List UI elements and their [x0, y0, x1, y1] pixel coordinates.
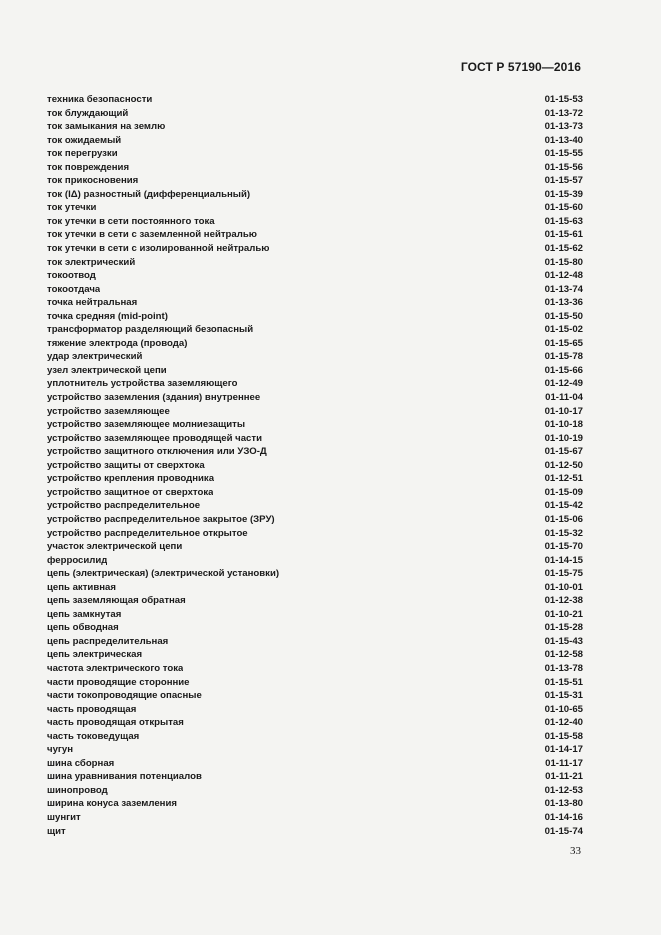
page-number: 33: [570, 845, 581, 857]
index-term: ток прикосновения: [47, 175, 139, 187]
index-entry: [47, 215, 583, 229]
index-code: 01-15-61: [544, 229, 583, 241]
index-code: 01-14-16: [544, 811, 583, 823]
index-code: 01-15-31: [544, 690, 583, 702]
index-term: части токопроводящие опасные: [47, 690, 202, 702]
index-entry: [47, 174, 583, 188]
index-code: 01-15-43: [544, 635, 583, 647]
index-entry: [47, 432, 583, 446]
index-term: частота электрического тока: [47, 662, 184, 674]
index-entry: [47, 825, 583, 839]
index-term: ток утечки в сети с заземленной нейтралью: [47, 229, 257, 241]
index-code: 01-15-51: [544, 676, 583, 688]
index-term: ферросилид: [47, 554, 108, 566]
index-entry: [47, 743, 583, 757]
index-term: трансформатор разделяющий безопасный: [47, 324, 254, 336]
index-term: ток электрический: [47, 256, 136, 268]
index-term: части проводящие сторонние: [47, 676, 190, 688]
index-term: ток ожидаемый: [47, 134, 122, 146]
index-term: шунгит: [47, 811, 81, 823]
index-entry: [47, 201, 583, 215]
index-term: часть проводящая: [47, 703, 137, 715]
index-code: 01-15-02: [544, 324, 583, 336]
index-term: устройство распределительное: [47, 500, 201, 512]
index-entry: [47, 703, 583, 717]
index-code: 01-13-72: [544, 107, 583, 119]
index-term: часть токоведущая: [47, 730, 140, 742]
index-entry: [47, 188, 583, 202]
index-entry: [47, 296, 583, 310]
index-code: 01-15-58: [544, 730, 583, 742]
index-term: тяжение электрода (провода): [47, 337, 188, 349]
index-code: 01-12-58: [544, 649, 583, 661]
index-entry: [47, 323, 583, 337]
index-entry: [47, 337, 583, 351]
index-code: 01-10-01: [544, 581, 583, 593]
index-term: ток перегрузки: [47, 148, 118, 160]
index-entry: [47, 662, 583, 676]
index-term: шина уравнивания потенциалов: [47, 771, 202, 783]
index-code: 01-13-40: [544, 134, 583, 146]
index-entry: [47, 93, 583, 107]
index-term: устройство распределительное открытое: [47, 527, 248, 539]
index-code: 01-11-04: [545, 392, 583, 404]
index-term: устройство распределительное закрытое (ЗРУ): [47, 513, 275, 525]
index-code: 01-15-57: [544, 175, 583, 187]
index-entry: [47, 513, 583, 527]
index-code: 01-15-80: [544, 256, 583, 268]
index-entry: [47, 581, 583, 595]
index-code: 01-10-65: [544, 703, 583, 715]
index-term: токоотдача: [47, 283, 101, 295]
index-term: удар электрический: [47, 351, 143, 363]
index-code: 01-15-55: [544, 148, 583, 160]
index-entry: [47, 269, 583, 283]
index-entry: [47, 350, 583, 364]
index-code: 01-15-65: [544, 337, 583, 349]
index-term: шина сборная: [47, 757, 115, 769]
index-entry: [47, 391, 583, 405]
index-code: 01-15-09: [544, 486, 583, 498]
index-term: цепь электрическая: [47, 649, 143, 661]
index-code: 01-11-21: [545, 771, 583, 783]
index-entry: [47, 784, 583, 798]
index-entry: [47, 730, 583, 744]
index-entry: [47, 472, 583, 486]
index-code: 01-15-63: [544, 215, 583, 227]
index-code: 01-12-50: [544, 459, 583, 471]
index-entry: [47, 486, 583, 500]
index-entry: [47, 621, 583, 635]
index-code: 01-14-15: [544, 554, 583, 566]
index-entry: [47, 256, 583, 270]
index-code: 01-15-56: [544, 161, 583, 173]
index-term: токоотвод: [47, 270, 96, 282]
index-entry: [47, 797, 583, 811]
index-term: цепь обводная: [47, 622, 119, 634]
index-term: ток повреждения: [47, 161, 130, 173]
index-entry: [47, 635, 583, 649]
index-term: точка средняя (mid-point): [47, 310, 168, 322]
index-entry: [47, 418, 583, 432]
index-code: 01-15-67: [544, 446, 583, 458]
index-entry: [47, 459, 583, 473]
index-code: 01-13-74: [544, 283, 583, 295]
index-code: 01-11-17: [545, 757, 583, 769]
index-term: узел электрической цепи: [47, 364, 167, 376]
index-term: ток (IΔ) разностный (дифференциальный): [47, 188, 251, 200]
index-entry: [47, 648, 583, 662]
index-entry: [47, 540, 583, 554]
index-code: 01-13-78: [544, 662, 583, 674]
index-code: 01-12-49: [544, 378, 583, 390]
index-entry: [47, 770, 583, 784]
index-term: ток утечки в сети постоянного тока: [47, 215, 215, 227]
index-code: 01-13-36: [544, 297, 583, 309]
index-term: устройство заземляющее: [47, 405, 170, 417]
index-entry: [47, 594, 583, 608]
index-term: шинопровод: [47, 784, 108, 796]
index-code: 01-12-38: [544, 595, 583, 607]
index-entry: [47, 567, 583, 581]
index-code: 01-15-75: [544, 568, 583, 580]
index-term: устройство защиты от сверхтока: [47, 459, 205, 471]
index-entry: [47, 161, 583, 175]
index-code: 01-15-74: [544, 825, 583, 837]
index-code: 01-15-70: [544, 541, 583, 553]
index-term: чугун: [47, 744, 74, 756]
index-entry: [47, 147, 583, 161]
index-term: ток утечки в сети с изолированной нейтралью: [47, 243, 270, 255]
index-entry: [47, 445, 583, 459]
index-term: устройство заземляющее молниезащиты: [47, 419, 246, 431]
index-code: 01-15-32: [544, 527, 583, 539]
index-term: техника безопасности: [47, 94, 153, 105]
index-entry: [47, 527, 583, 541]
index-code: 01-15-78: [544, 351, 583, 363]
index-term: цепь активная: [47, 581, 116, 593]
index-entry: [47, 811, 583, 825]
index-term: устройство крепления проводника: [47, 473, 215, 485]
index-code: 01-15-50: [544, 310, 583, 322]
index-code: 01-14-17: [544, 744, 583, 756]
index-code: 01-15-62: [544, 243, 583, 255]
index-code: 01-12-53: [544, 784, 583, 796]
index-entry: [47, 134, 583, 148]
index-term: устройство защитного отключения или УЗО-Д: [47, 446, 267, 458]
index-code: 01-13-80: [544, 798, 583, 810]
index-entry: [47, 554, 583, 568]
index-entry: [47, 716, 583, 730]
index-code: 01-10-19: [544, 432, 583, 444]
document-standard-header: ГОСТ Р 57190—2016: [460, 60, 581, 74]
index-code: 01-15-42: [544, 500, 583, 512]
index-code: 01-15-66: [544, 364, 583, 376]
index-entry: [47, 120, 583, 134]
index-entry: [47, 228, 583, 242]
index-entry: [47, 364, 583, 378]
index-code: 01-15-39: [544, 188, 583, 200]
index-entry: [47, 757, 583, 771]
index-code: 01-10-21: [544, 608, 583, 620]
index-entry: [47, 242, 583, 256]
index-entry: [47, 310, 583, 324]
index-entry: [47, 107, 583, 121]
index-term: цепь замкнутая: [47, 608, 122, 620]
index-term: ток замыкания на землю: [47, 121, 166, 133]
index-term: цепь (электрическая) (электрической установки): [47, 568, 280, 580]
index-term: ток утечки: [47, 202, 97, 214]
index-code: 01-15-06: [544, 513, 583, 525]
index-code: 01-13-73: [544, 121, 583, 133]
index-term: участок электрической цепи: [47, 541, 183, 553]
index-entry: [47, 676, 583, 690]
index-term: ширина конуса заземления: [47, 798, 177, 810]
index-code: 01-12-51: [544, 473, 583, 485]
index-entry: [47, 283, 583, 297]
index-code: 01-15-53: [544, 94, 583, 105]
index-term: устройство заземляющее проводящей части: [47, 432, 262, 444]
index-code: 01-10-18: [544, 419, 583, 431]
index-code: 01-12-40: [544, 717, 583, 729]
index-code: 01-15-28: [544, 622, 583, 634]
index-code: 01-12-48: [544, 270, 583, 282]
index-term: устройство защитное от сверхтока: [47, 486, 214, 498]
index-term: точка нейтральная: [47, 297, 138, 309]
index-term: уплотнитель устройства заземляющего: [47, 378, 238, 390]
index-term: устройство заземления (здания) внутреннее: [47, 392, 261, 404]
index-entry: [47, 377, 583, 391]
term-index-list: [47, 93, 583, 838]
index-code: 01-15-60: [544, 202, 583, 214]
index-entry: [47, 405, 583, 419]
index-term: ток блуждающий: [47, 107, 129, 119]
index-entry: [47, 608, 583, 622]
index-entry: [47, 499, 583, 513]
index-code: 01-10-17: [544, 405, 583, 417]
index-term: цепь распределительная: [47, 635, 169, 647]
index-entry: [47, 689, 583, 703]
index-term: щит: [47, 825, 66, 837]
index-term: цепь заземляющая обратная: [47, 595, 186, 607]
index-term: часть проводящая открытая: [47, 717, 184, 729]
